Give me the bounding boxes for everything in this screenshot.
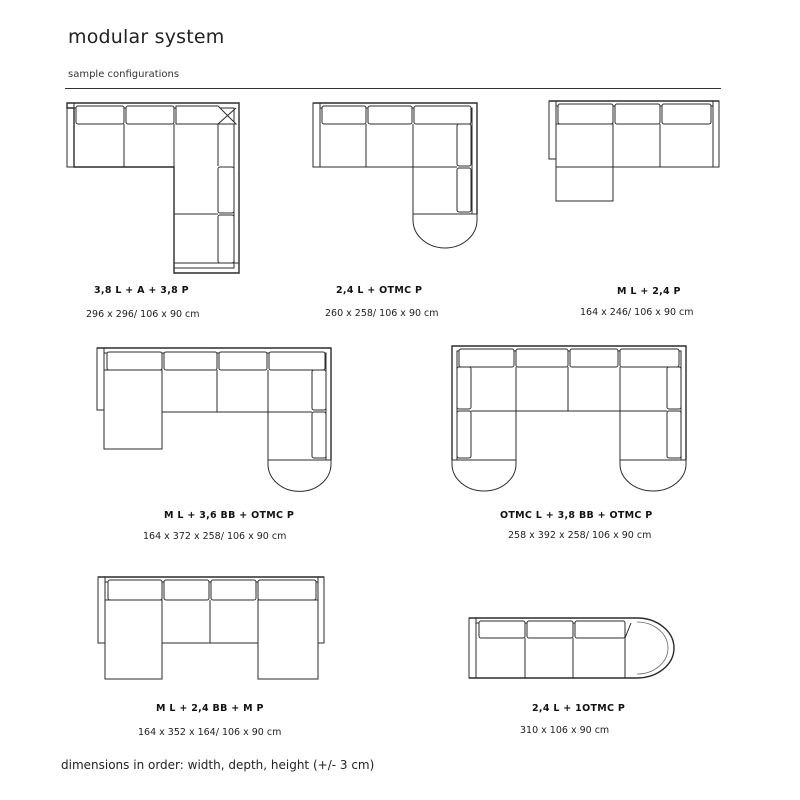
config-label: OTMC L + 3,8 BB + OTMC P — [500, 510, 653, 521]
config-dimensions: 310 x 106 x 90 cm — [520, 725, 610, 736]
config-label: M L + 2,4 P — [617, 286, 681, 297]
config-label: 3,8 L + A + 3,8 P — [94, 285, 189, 296]
dimensions-footnote: dimensions in order: width, depth, height (+/- 3 cm) — [61, 758, 375, 772]
config-dimensions: 164 x 352 x 164/ 106 x 90 cm — [138, 727, 282, 738]
sofa-diagram-m-bb-m — [98, 577, 324, 679]
config-dimensions: 260 x 258/ 106 x 90 cm — [325, 308, 439, 319]
config-label: 2,4 L + OTMC P — [336, 285, 423, 296]
config-dimensions: 164 x 372 x 258/ 106 x 90 cm — [143, 531, 287, 542]
config-dimensions: 258 x 392 x 258/ 106 x 90 cm — [508, 530, 652, 541]
page-title: modular system — [68, 26, 225, 48]
sofa-diagram-l-otmc-straight — [469, 618, 674, 678]
sofa-diagram-m-l — [549, 101, 719, 201]
sofa-diagram-m-bb-otmc — [97, 348, 331, 491]
config-label: M L + 2,4 BB + M P — [156, 703, 264, 714]
config-dimensions: 164 x 246/ 106 x 90 cm — [580, 307, 694, 318]
config-label: M L + 3,6 BB + OTMC P — [164, 510, 295, 521]
section-subtitle: sample configurations — [68, 69, 180, 80]
sofa-diagram-l-otmc — [313, 103, 477, 248]
sofa-diagram-otmc-bb-otmc — [452, 346, 686, 491]
config-dimensions: 296 x 296/ 106 x 90 cm — [86, 309, 200, 320]
sofa-diagram-corner — [67, 103, 239, 273]
config-label: 2,4 L + 1OTMC P — [532, 703, 626, 714]
